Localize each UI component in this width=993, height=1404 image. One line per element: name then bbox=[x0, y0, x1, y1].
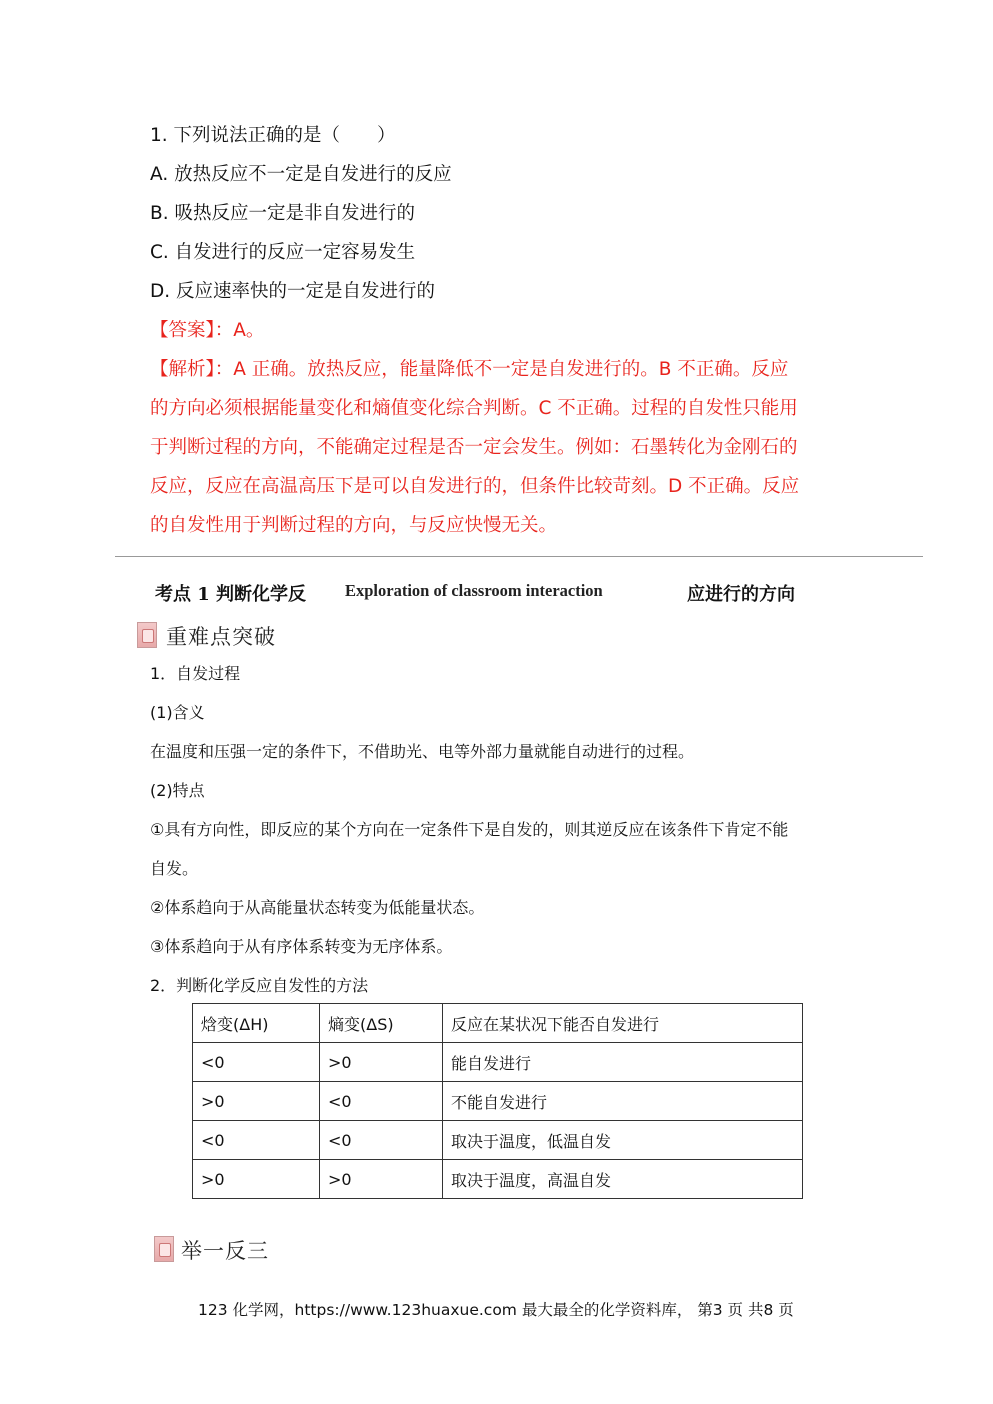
header-spontaneity: 反应在某状况下能否自发进行 bbox=[443, 1004, 803, 1043]
cell-spontaneity: 不能自发进行 bbox=[443, 1082, 803, 1121]
cell-spontaneity: 能自发进行 bbox=[443, 1043, 803, 1082]
section-heading-left: 考点 1 判断化学反 bbox=[155, 584, 307, 605]
header-entropy: 熵变(ΔS) bbox=[320, 1004, 443, 1043]
option-c: C. 自发进行的反应一定容易发生 bbox=[150, 242, 416, 263]
cell-enthalpy: <0 bbox=[193, 1121, 320, 1160]
banner-key-points: 重难点突破 bbox=[166, 625, 276, 649]
answer-line: 【答案】：A。 bbox=[150, 320, 265, 341]
analysis-line: 于判断过程的方向，不能确定过程是否一定会发生。例如：石墨转化为金刚石的 bbox=[150, 437, 798, 458]
cell-enthalpy: <0 bbox=[193, 1043, 320, 1082]
option-b: B. 吸热反应一定是非自发进行的 bbox=[150, 203, 415, 224]
feature-3: ③体系趋向于从有序体系转变为无序体系。 bbox=[150, 937, 453, 956]
header-enthalpy: 焓变(ΔH) bbox=[193, 1004, 320, 1043]
definition-text: 在温度和压强一定的条件下，不借助光、电等外部力量就能自动进行的过程。 bbox=[150, 742, 695, 761]
table-row bbox=[193, 1082, 803, 1121]
feature-1-cont: 自发。 bbox=[150, 859, 199, 878]
table-header-row bbox=[193, 1004, 803, 1043]
feature-1: ①具有方向性，即反应的某个方向在一定条件下是自发的，则其逆反应在该条件下肯定不能 bbox=[150, 820, 789, 839]
question-stem: 1. 下列说法正确的是（ ） bbox=[150, 125, 396, 146]
section-divider bbox=[115, 556, 923, 557]
cell-enthalpy: >0 bbox=[193, 1160, 320, 1199]
analysis-line: 的方向必须根据能量变化和熵值变化综合判断。C 不正确。过程的自发性只能用 bbox=[150, 398, 798, 419]
cell-entropy: <0 bbox=[320, 1121, 443, 1160]
analysis-line: 反应，反应在高温高压下是可以自发进行的，但条件比较苛刻。D 不正确。反应 bbox=[150, 476, 800, 497]
section-heading-right: 应进行的方向 bbox=[687, 584, 795, 605]
table-row bbox=[193, 1160, 803, 1199]
book-icon bbox=[137, 622, 157, 648]
cell-entropy: >0 bbox=[320, 1160, 443, 1199]
cell-entropy: <0 bbox=[320, 1082, 443, 1121]
subheading-spontaneous-process: 1．自发过程 bbox=[150, 664, 241, 683]
subheading-features: (2)特点 bbox=[150, 781, 205, 800]
book-icon bbox=[154, 1236, 174, 1262]
analysis-line: 的自发性用于判断过程的方向，与反应快慢无关。 bbox=[150, 515, 558, 536]
option-d: D. 反应速率快的一定是自发进行的 bbox=[150, 281, 436, 302]
cell-spontaneity: 取决于温度，高温自发 bbox=[443, 1160, 803, 1199]
table-row bbox=[193, 1043, 803, 1082]
feature-2: ②体系趋向于从高能量状态转变为低能量状态。 bbox=[150, 898, 485, 917]
subheading-meaning: (1)含义 bbox=[150, 703, 205, 722]
option-a: A. 放热反应不一定是自发进行的反应 bbox=[150, 164, 452, 185]
cell-entropy: >0 bbox=[320, 1043, 443, 1082]
cell-spontaneity: 取决于温度，低温自发 bbox=[443, 1121, 803, 1160]
cell-enthalpy: >0 bbox=[193, 1082, 320, 1121]
table-row bbox=[193, 1121, 803, 1160]
spontaneity-table bbox=[192, 1003, 803, 1199]
banner-practice: 举一反三 bbox=[181, 1239, 269, 1263]
section-heading-english: Exploration of classroom interaction bbox=[345, 581, 603, 600]
analysis-line: 【解析】：A 正确。放热反应，能量降低不一定是自发进行的。B 不正确。反应 bbox=[150, 359, 789, 380]
page-footer: 123 化学网，https://www.123huaxue.com 最大最全的化学资料库， 第3 页 共8 页 bbox=[198, 1301, 794, 1319]
subheading-method: 2．判断化学反应自发性的方法 bbox=[150, 976, 369, 995]
